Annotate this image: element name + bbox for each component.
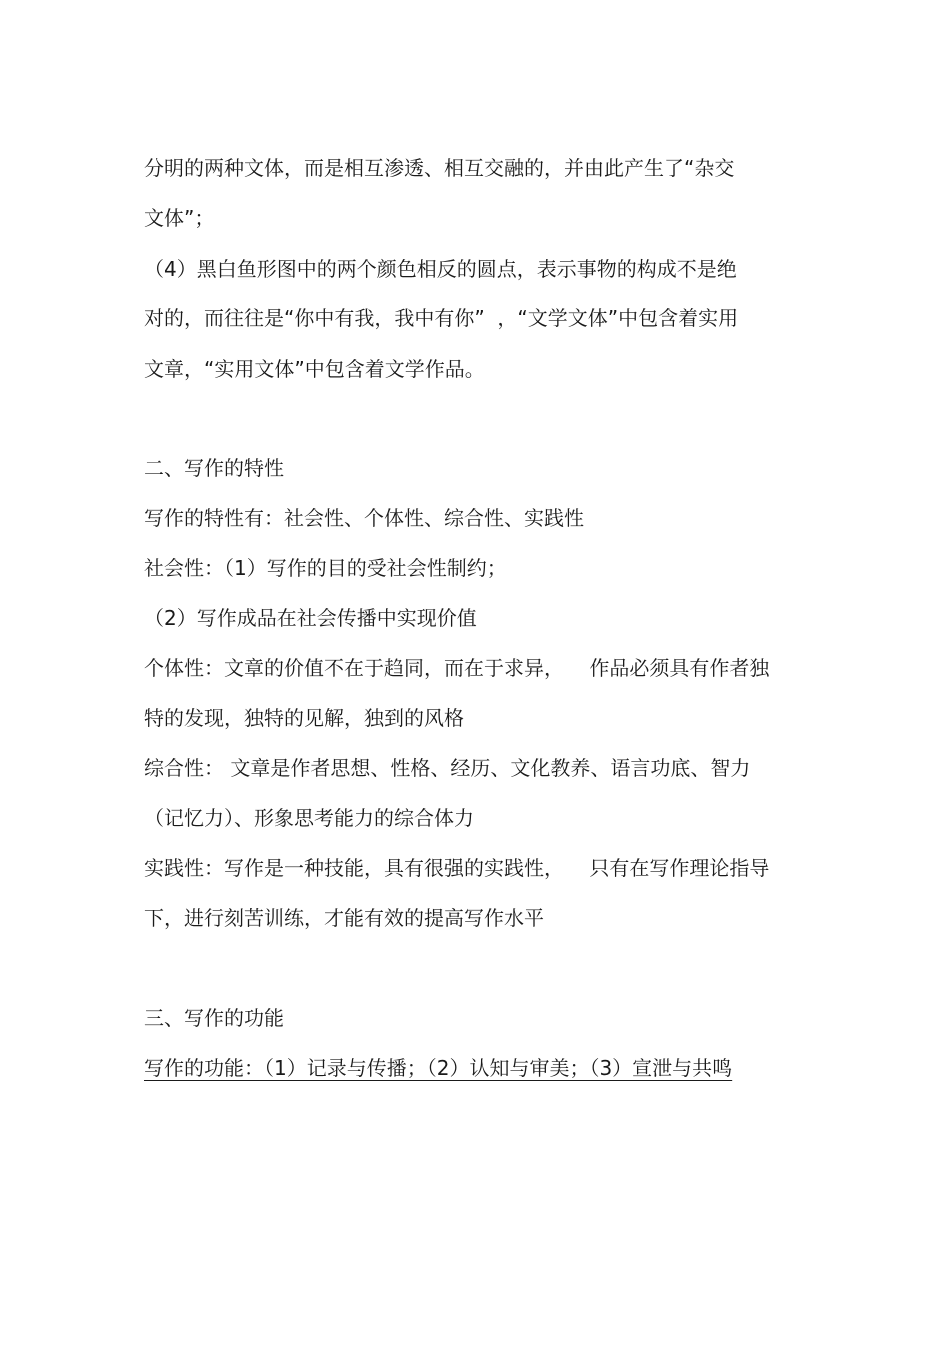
paragraph-line: 写作的特性有：社会性、个体性、综合性、实践性 [144, 506, 584, 530]
paragraph-line-underlined: 写作的功能：（1）记录与传播；（2）认知与审美；（3）宣泄与共鸣 [144, 1056, 733, 1080]
paragraph-line: 特的发现，独特的见解，独到的风格 [144, 706, 464, 730]
paragraph-line: 社会性：（1）写作的目的受社会性制约； [144, 556, 507, 580]
paragraph-line: 下，进行刻苦训练，才能有效的提高写作水平 [144, 906, 544, 930]
paragraph-line: 文章，“实用文体”中包含着文学作品。 [144, 357, 485, 381]
paragraph-line: 综合性： 文章是作者思想、性格、经历、文化教养、语言功底、智力 [144, 756, 751, 780]
section-heading: 二、写作的特性 [144, 456, 284, 480]
paragraph-line: 文体”； [144, 206, 215, 230]
paragraph-line: （4）黑白鱼形图中的两个颜色相反的圆点，表示事物的构成不是绝 [144, 257, 737, 281]
section-heading: 三、写作的功能 [144, 1006, 284, 1030]
paragraph-line: 个体性：文章的价值不在于趋同，而在于求异， 作品必须具有作者独 [144, 656, 770, 680]
paragraph-line: （2）写作成品在社会传播中实现价值 [144, 606, 477, 630]
paragraph-line: 对的，而往往是“你中有我，我中有你” ，“文学文体”中包含着实用 [144, 306, 739, 330]
paragraph-line: 实践性：写作是一种技能，具有很强的实践性， 只有在写作理论指导 [144, 856, 770, 880]
paragraph-line: （记忆力）、形象思考能力的综合体力 [144, 806, 474, 830]
paragraph-line: 分明的两种文体，而是相互渗透、相互交融的，并由此产生了“杂交 [144, 156, 735, 180]
